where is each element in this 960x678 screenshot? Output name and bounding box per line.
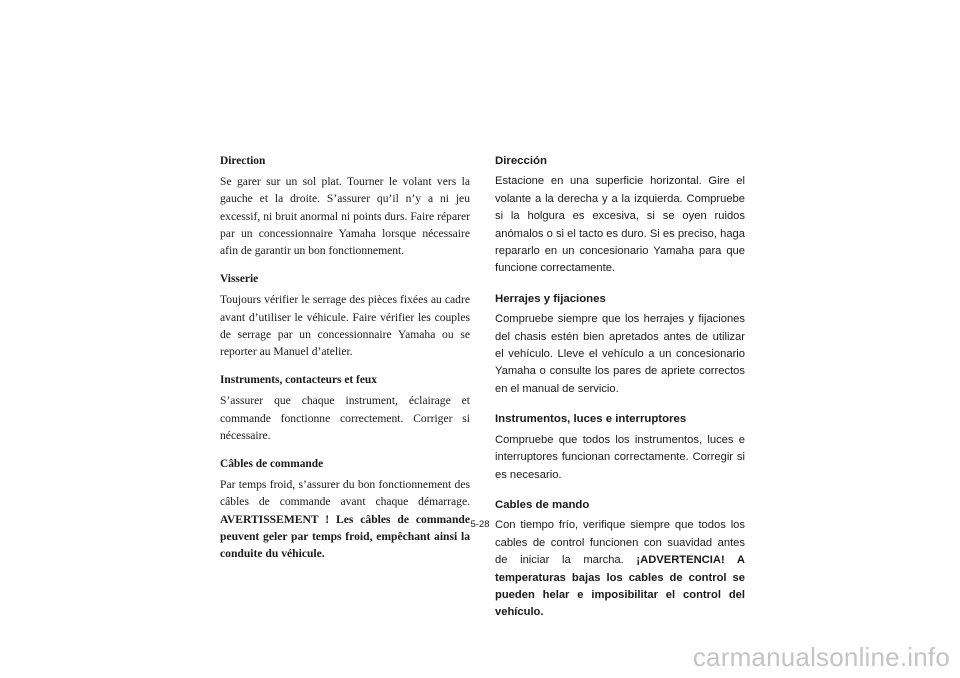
warning-text: AVERTISSEMENT ! Les câbles de commande peuvent geler par temps froid, empêchant ainsi la conduite du véhicule. <box>220 512 470 561</box>
section-heading: Instrumentos, luces e interruptores <box>495 413 687 426</box>
section-instrumentos <box>495 411 745 484</box>
section-direction <box>220 153 470 259</box>
section-body: S’assurer que chaque instrument, éclairage et commande fonctionne correctement. Corriger si nécessaire. <box>220 394 470 442</box>
section-heading: Herrajes y fijaciones <box>495 292 606 305</box>
section-heading: Cables de mando <box>495 498 590 511</box>
section-body: Par temps froid, s’assurer du bon fonctionnement des câbles de commande avant chaque démarrage. <box>220 478 470 509</box>
section-body: Compruebe siempre que los herrajes y fijaciones del chasis estén bien apretados antes de utilizar el vehículo. Lleve el vehículo a un concesionario Yamaha o consulte los pares de apriete correctos en el manual de servicio. <box>495 313 745 395</box>
warning-text: ¡ADVERTENCIA! A temperaturas bajas los cables de control se pueden helar e imposibilitar el control del vehículo. <box>495 554 745 619</box>
section-instruments <box>220 372 470 444</box>
section-heading: Câbles de commande <box>220 458 324 471</box>
page-number: 5-28 <box>470 519 490 530</box>
section-body: Con tiempo frío, verifique siempre que todos los cables de control funcionen con suavidad antes de iniciar la marcha. <box>495 519 745 567</box>
section-body: Estacione en una superficie horizontal. Gire el volante a la derecha y a la izquierda. Compruebe si la holgura es excesiva, si se oyen ruidos anómalos o si el tacto es duro. Si es preciso, haga repararlo en un concesionario Yamaha para que funcione correctamente. <box>495 175 745 275</box>
section-direccion <box>495 153 745 278</box>
section-heading: Direction <box>220 155 266 167</box>
section-body: Toujours vérifier le serrage des pièces fixées au cadre avant d’utiliser le véhicule. Faire vérifier les couples de serrage par un concessionnaire Yamaha ou se reporter au Manuel d’atelier. <box>220 293 470 359</box>
section-heading: Dirección <box>495 155 547 167</box>
section-visserie <box>220 271 470 360</box>
section-herrajes <box>495 291 745 398</box>
section-heading: Instruments, contacteurs et feux <box>220 374 377 387</box>
section-body: Compruebe que todos los instrumentos, luces e interruptores funcionan correctamente. Corregir si es necesario. <box>495 433 745 481</box>
section-body: Se garer sur un sol plat. Tourner le volant vers la gauche et la droite. S’assurer qu’il n’y a ni jeu excessif, ni bruit anormal ni points durs. Faire réparer par un concessionnaire Yamaha lorsque nécessaire afin de garantir un bon fonctionnement. <box>220 175 470 258</box>
section-body-with-warning <box>495 517 745 621</box>
french-column <box>220 153 470 574</box>
watermark: carmanualsonline.info <box>692 642 950 672</box>
section-cables <box>220 456 470 562</box>
section-cables-mando <box>495 497 745 622</box>
section-heading: Visserie <box>220 273 259 286</box>
spanish-column <box>495 153 745 635</box>
